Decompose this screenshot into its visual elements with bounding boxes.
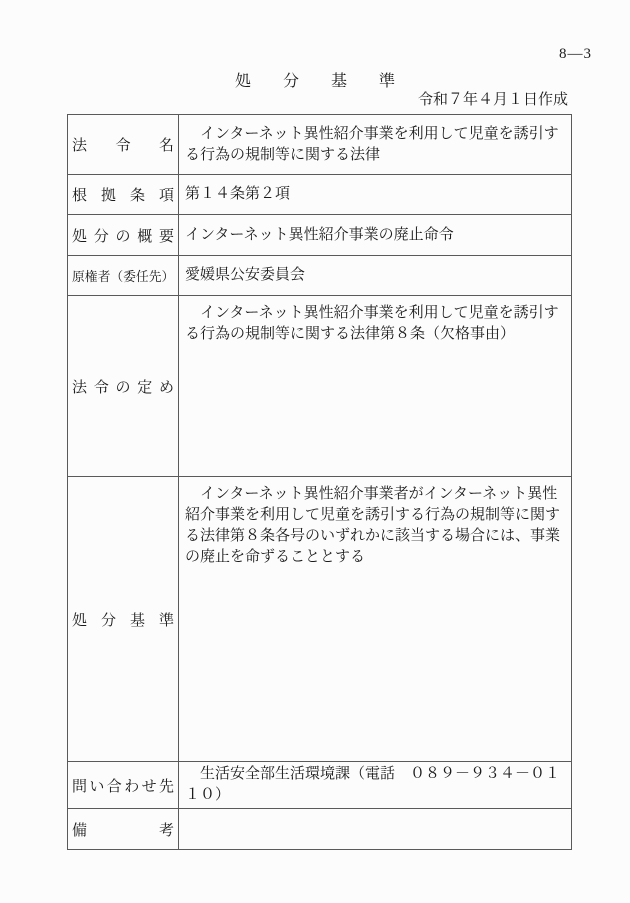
row-label-law-name: 法令名 — [68, 115, 179, 175]
row-value-disposition-standards — [179, 477, 572, 762]
row-label-remarks: 備考 — [68, 809, 179, 850]
authority-text: 愛媛県公安委員会 — [185, 267, 306, 283]
legal-provisions-text: インターネット異性紹介事業を利用して児童を誘引する行為の規制等に関する法律第８条（欠格事由） — [185, 305, 559, 342]
row-label-authority: 原権者（委任先） — [68, 256, 179, 296]
table-row-legal-provisions — [68, 296, 572, 477]
disposition-standards-text: インターネット異性紹介事業者がインターネット異性紹介事業を利用して児童を誘引する行為の規制等に関する法律第８条各号のいずれかに該当する場合には、事業の廃止を命ずることとする — [185, 486, 561, 565]
table-row-legal-basis — [68, 175, 572, 215]
table-row-authority — [68, 256, 572, 296]
row-value-disposition-summary — [179, 215, 572, 256]
row-value-remarks — [179, 809, 572, 850]
table-row-law-name — [68, 115, 572, 175]
row-value-legal-provisions — [179, 296, 572, 477]
row-label-legal-provisions: 法令の定め — [68, 296, 179, 477]
row-value-authority — [179, 256, 572, 296]
disposition-summary-text: インターネット異性紹介事業の廃止命令 — [185, 226, 454, 243]
table-row-remarks — [68, 809, 572, 850]
row-label-contact: 問い合わせ先 — [68, 762, 179, 809]
law-name-text: インターネット異性紹介事業を利用して児童を誘引する行為の規制等に関する法律 — [185, 125, 559, 163]
row-label-legal-basis: 根拠条項 — [68, 175, 179, 215]
row-label-disposition-summary: 処分の概要 — [68, 215, 179, 256]
contact-text: 生活安全部生活環境課（電話 ０８９－９３４－０１１０） — [185, 766, 561, 803]
page-title-text: 処分基準 — [234, 73, 427, 90]
table-row-contact — [68, 762, 572, 809]
legal-basis-text: 第１４条第２項 — [185, 186, 291, 202]
table-row-disposition-standards — [68, 477, 572, 762]
page-number: 8—3 — [559, 46, 592, 62]
disposition-standards-table — [67, 114, 572, 850]
row-value-contact — [179, 762, 572, 809]
row-label-disposition-standards: 処分基準 — [68, 477, 179, 762]
table-row-disposition-summary — [68, 215, 572, 256]
row-value-law-name — [179, 115, 572, 175]
row-value-legal-basis — [179, 175, 572, 215]
created-date: 令和７年４月１日作成 — [417, 92, 568, 108]
